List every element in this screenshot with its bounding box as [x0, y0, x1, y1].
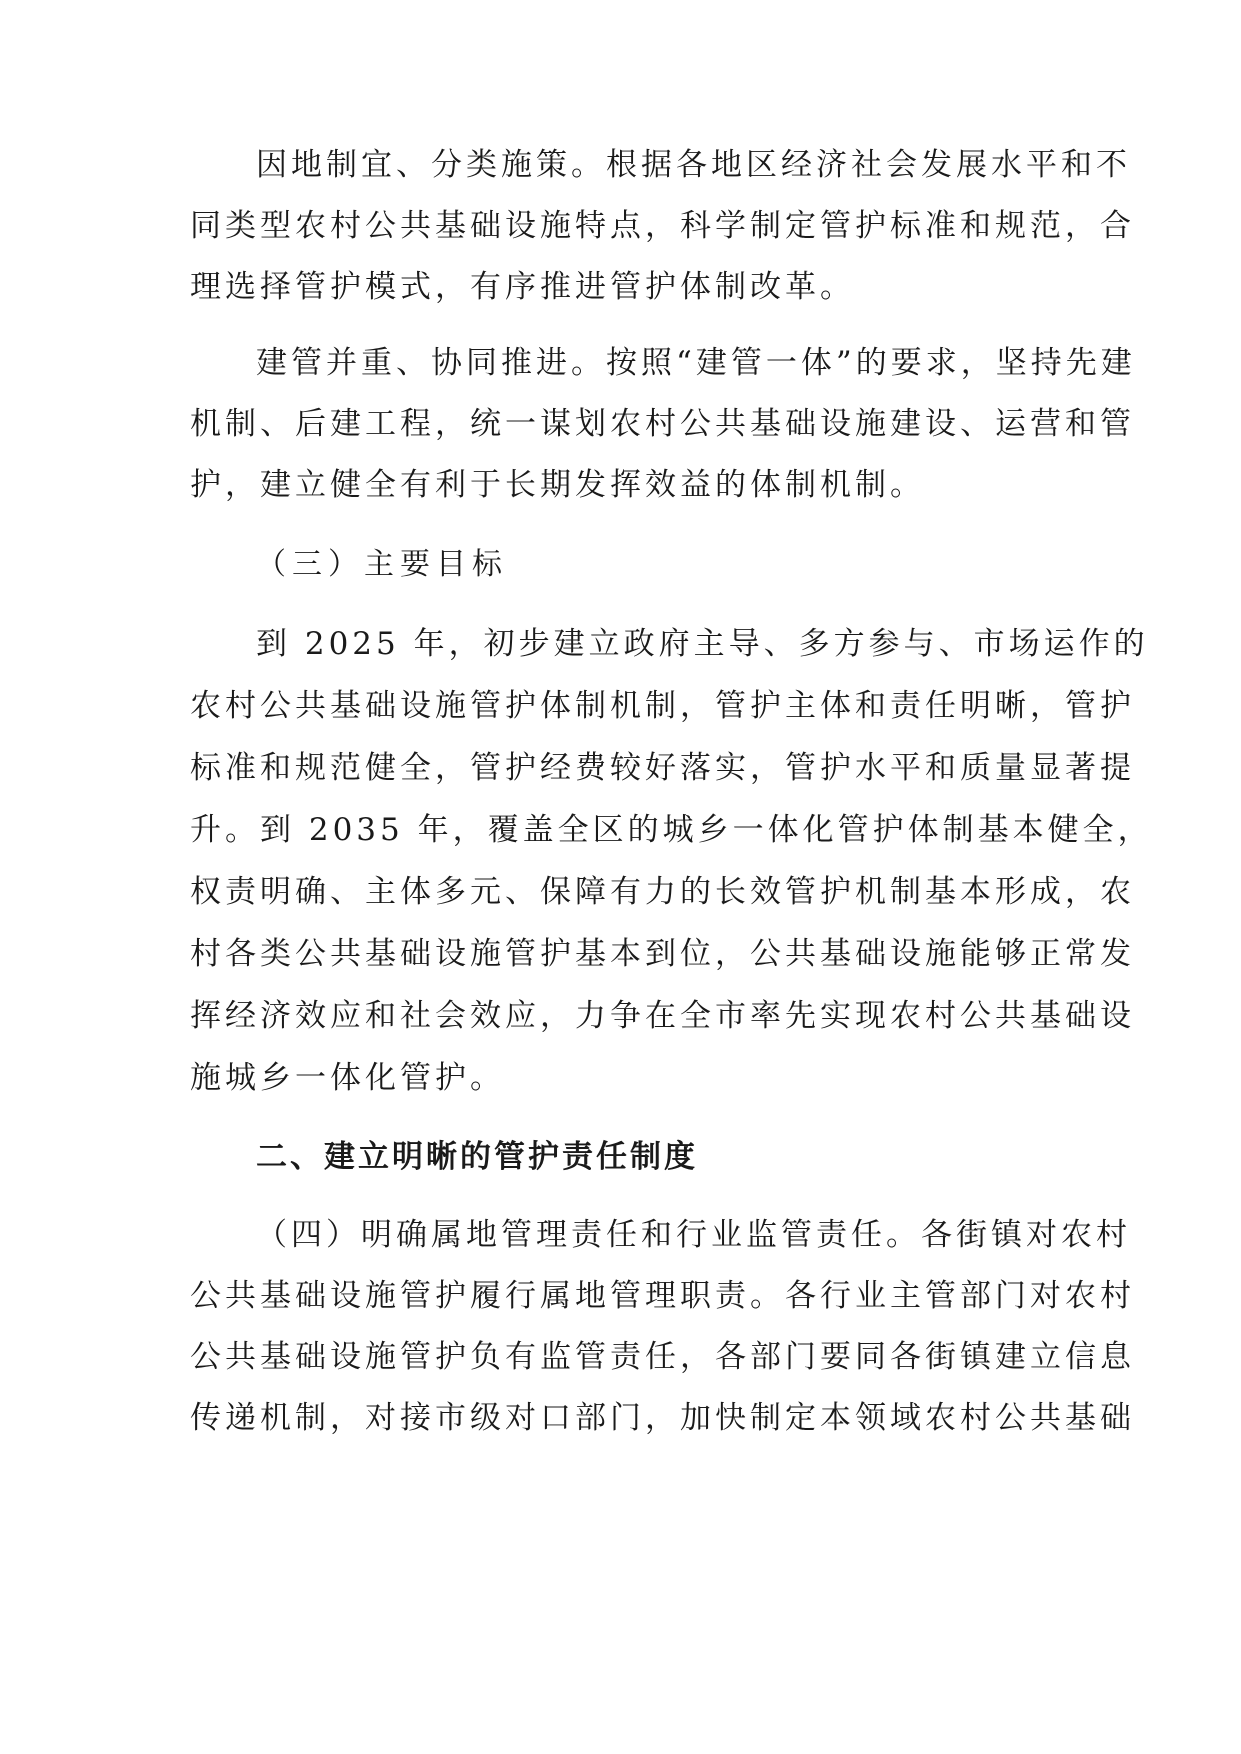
- paragraph-1-line-2: 同类型农村公共基础设施特点，科学制定管护标准和规范，合: [190, 208, 1135, 244]
- paragraph-3-line-3: 标准和规范健全，管护经费较好落实，管护水平和质量显著提: [190, 750, 1135, 786]
- paragraph-1-line-3: 理选择管护模式，有序推进管护体制改革。: [190, 269, 855, 305]
- paragraph-3-line-4: 升。到 2035 年，覆盖全区的城乡一体化管护体制基本健全，: [190, 812, 1153, 848]
- paragraph-3-line-7: 挥经济效应和社会效应，力争在全市率先实现农村公共基础设: [190, 998, 1135, 1034]
- paragraph-4-line-1: （四）明确属地管理责任和行业监管责任。各街镇对农村: [256, 1217, 1131, 1253]
- paragraph-4-line-2: 公共基础设施管护履行属地管理职责。各行业主管部门对农村: [190, 1278, 1135, 1314]
- paragraph-1-line-1: 因地制宜、分类施策。根据各地区经济社会发展水平和不: [256, 147, 1131, 183]
- subheading-main-goals: （三）主要目标: [256, 547, 508, 582]
- section-heading: 二、建立明晰的管护责任制度: [256, 1139, 698, 1175]
- paragraph-3-line-6: 村各类公共基础设施管护基本到位，公共基础设施能够正常发: [190, 936, 1135, 972]
- paragraph-3-line-8: 施城乡一体化管护。: [190, 1060, 505, 1096]
- paragraph-4-line-3: 公共基础设施管护负有监管责任，各部门要同各街镇建立信息: [190, 1339, 1135, 1375]
- paragraph-2-line-1: 建管并重、协同推进。按照“建管一体”的要求，坚持先建: [256, 345, 1136, 381]
- paragraph-2-line-3: 护，建立健全有利于长期发挥效益的体制机制。: [190, 467, 925, 503]
- paragraph-3-line-5: 权责明确、主体多元、保障有力的长效管护机制基本形成，农: [190, 874, 1135, 910]
- paragraph-2-line-2: 机制、后建工程，统一谋划农村公共基础设施建设、运营和管: [190, 406, 1135, 442]
- paragraph-3-line-1: 到 2025 年，初步建立政府主导、多方参与、市场运作的: [256, 626, 1149, 662]
- paragraph-3-line-2: 农村公共基础设施管护体制机制，管护主体和责任明晰，管护: [190, 688, 1135, 724]
- paragraph-4-line-4: 传递机制，对接市级对口部门，加快制定本领域农村公共基础: [190, 1400, 1135, 1436]
